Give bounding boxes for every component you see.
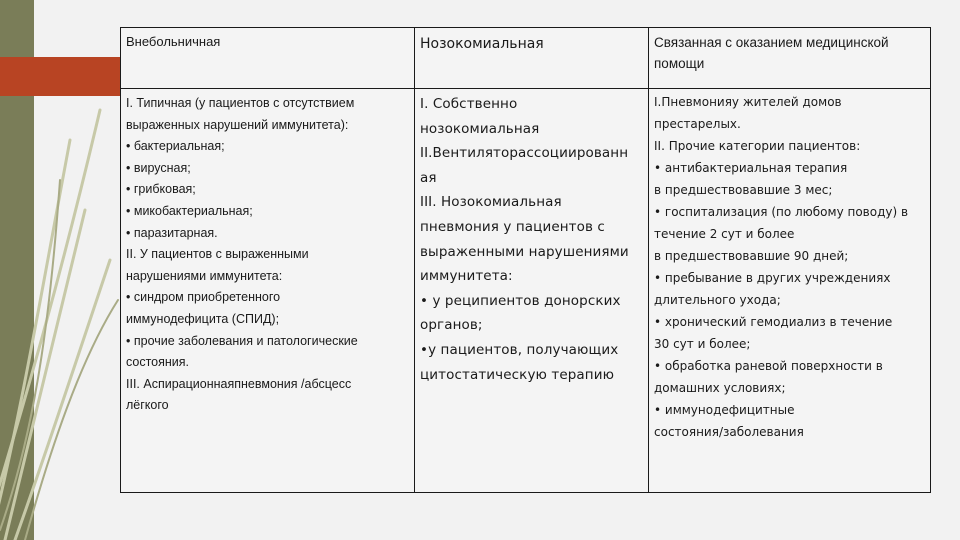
- header-nosocomial: Нозокомиальная: [420, 36, 544, 52]
- header-community: Внебольничная: [126, 34, 221, 49]
- nosocomial-line: I. Собственно: [420, 96, 518, 112]
- community-line: нарушениями иммунитета:: [126, 268, 283, 283]
- nosocomial-line: цитостатическую терапию: [420, 366, 615, 383]
- healthcare-line: • хронический гемодиализ в течение: [654, 315, 893, 329]
- header-cell-community: [121, 28, 415, 89]
- healthcare-line: в предшествовавшие 90 дней;: [654, 249, 849, 263]
- community-line: • синдром приобретенного: [126, 290, 281, 305]
- community-line: состояния.: [126, 355, 190, 370]
- header-healthcare-line: Связанная с оказанием медицинской: [654, 35, 889, 50]
- body-cell-healthcare: [649, 89, 931, 493]
- nosocomial-line: пневмония у пациентов с: [420, 218, 605, 235]
- table-body-row: [121, 89, 931, 493]
- nosocomial-line: • у реципиентов донорских: [420, 292, 621, 309]
- nosocomial-line: иммунитета:: [420, 268, 513, 285]
- body-cell-community: [121, 89, 415, 493]
- healthcare-line: 30 сут и более;: [654, 337, 751, 351]
- community-line: • вирусная;: [126, 160, 191, 175]
- accent-tab: [0, 57, 123, 96]
- nosocomial-line: •у пациентов, получающих: [420, 341, 619, 358]
- healthcare-line: престарелых.: [654, 117, 741, 131]
- healthcare-line: домашних условиях;: [654, 381, 786, 395]
- community-line: • грибковая;: [126, 182, 196, 197]
- healthcare-line: • иммунодефицитные: [654, 403, 795, 417]
- classification-table: [120, 27, 931, 493]
- community-line: II. У пациентов с выраженными: [126, 247, 309, 262]
- nosocomial-line: ая: [420, 169, 437, 186]
- community-line: выраженных нарушений иммунитета):: [126, 117, 349, 132]
- header-healthcare-line: помощи: [654, 56, 705, 71]
- healthcare-line: состояния/заболевания: [654, 425, 804, 439]
- community-line: • микобактериальная;: [126, 203, 253, 218]
- healthcare-line: • госпитализация (по любому поводу) в: [654, 205, 909, 219]
- healthcare-line: • пребывание в других учреждениях: [654, 271, 891, 285]
- healthcare-line: течение 2 сут и более: [654, 227, 795, 241]
- healthcare-line: • обработка раневой поверхности в: [654, 359, 883, 373]
- healthcare-list: [649, 89, 930, 443]
- community-line: • прочие заболевания и патологические: [126, 333, 358, 348]
- nosocomial-line: выраженными нарушениями: [420, 243, 629, 260]
- healthcare-line: II. Прочие категории пациентов:: [654, 139, 861, 153]
- header-cell-healthcare: [649, 28, 931, 89]
- healthcare-line: длительного ухода;: [654, 293, 781, 307]
- healthcare-line: в предшествовавшие 3 мес;: [654, 183, 833, 197]
- header-cell-nosocomial: [415, 28, 649, 89]
- healthcare-line: • антибактериальная терапия: [654, 161, 848, 175]
- nosocomial-line: органов;: [420, 317, 483, 334]
- community-line: III. Аспирационнаяпневмония /абсцесс: [126, 376, 352, 391]
- pneumonia-classification-table: [120, 27, 930, 493]
- table-header-row: [121, 28, 931, 89]
- nosocomial-line: III. Нозокомиальная: [420, 194, 562, 211]
- community-line: • паразитарная.: [126, 225, 218, 240]
- healthcare-line: I.Пневмонияу жителей домов: [654, 95, 842, 109]
- community-line: иммунодефицита (СПИД);: [126, 311, 280, 326]
- nosocomial-list: [415, 89, 648, 387]
- nosocomial-line: нозокомиальная: [420, 120, 540, 137]
- nosocomial-line: II.Вентиляторассоциированн: [420, 145, 629, 162]
- community-list: [121, 89, 414, 417]
- community-line: • бактериальная;: [126, 139, 225, 154]
- community-line: лёгкого: [126, 398, 169, 413]
- community-line: I. Типичная (у пациентов с отсутствием: [126, 96, 355, 110]
- body-cell-nosocomial: [415, 89, 649, 493]
- header-healthcare: [649, 28, 930, 74]
